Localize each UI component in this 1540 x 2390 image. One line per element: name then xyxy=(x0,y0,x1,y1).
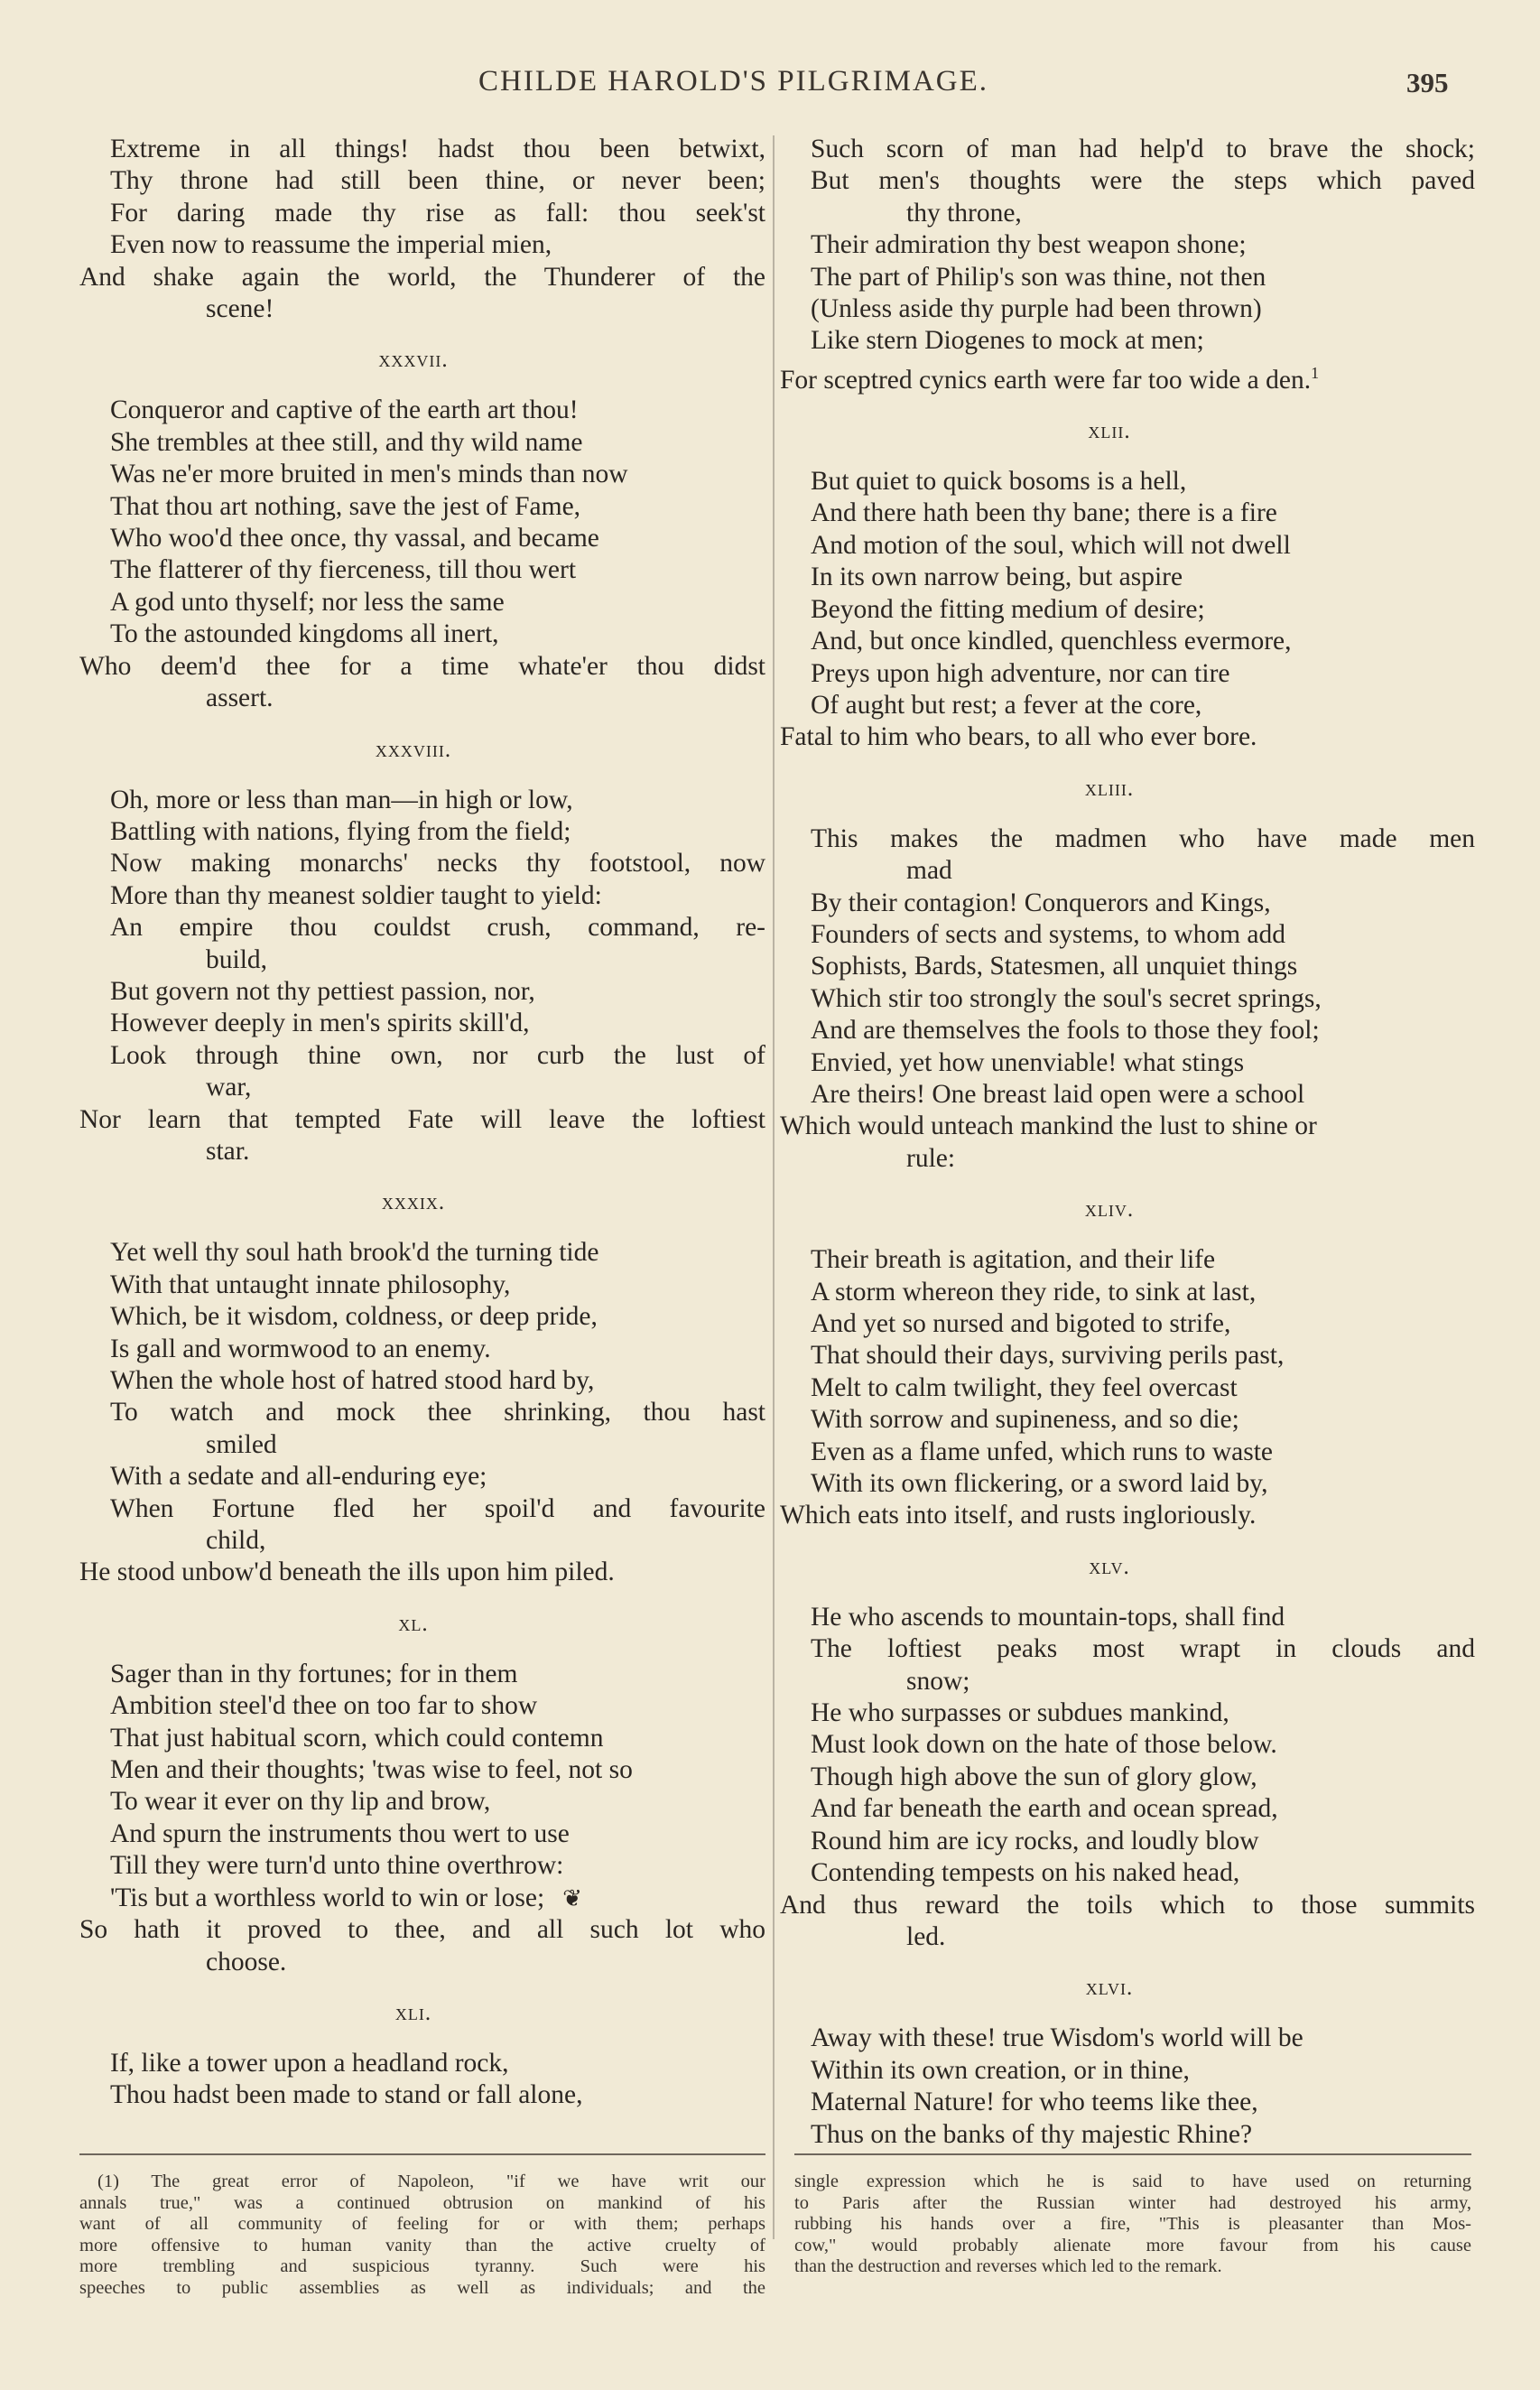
stanza-xlii xyxy=(780,466,1475,754)
footnote-right xyxy=(794,2171,1471,2278)
stanza-xxxvii xyxy=(79,395,765,714)
verse-line-continuation: mad xyxy=(906,856,952,886)
verse-line: Sager than in thy fortunes; for in them xyxy=(110,1659,518,1688)
footnote-line: (1) The great error of Napoleon, "if we have writ our xyxy=(97,2171,765,2191)
verse-line: The flatterer of thy fierceness, till thou wert xyxy=(110,555,577,585)
verse-line: That thou art nothing, save the jest of Fame, xyxy=(110,491,581,521)
verse-line: And shake again the world, the Thunderer of the xyxy=(79,262,765,292)
stanza-xliii xyxy=(780,823,1475,1175)
stanza-numeral: xxxviii. xyxy=(375,737,452,762)
verse-line: Round him are icy rocks, and loudly blow xyxy=(811,1826,1259,1855)
verse-line: Thus on the banks of thy majestic Rhine? xyxy=(811,2119,1253,2149)
verse-line: And spurn the instruments thou wert to use xyxy=(110,1818,570,1848)
verse-line: And are themselves the fools to those they fool; xyxy=(811,1016,1320,1046)
footnote-reference: 1 xyxy=(1311,363,1320,382)
verse-line: She trembles at thee still, and thy wild name xyxy=(110,427,583,457)
stanza-numeral: xl. xyxy=(398,1611,429,1636)
verse-line: And motion of the soul, which will not dwell xyxy=(811,530,1291,560)
verse-line-continuation: thy throne, xyxy=(906,198,1022,228)
verse-line: But men's thoughts were the steps which paved xyxy=(811,166,1475,196)
verse-line-continuation: scene! xyxy=(206,294,274,324)
verse-line: This makes the madmen who have made men xyxy=(811,823,1475,853)
left-column xyxy=(79,134,765,2112)
verse-line: Of aught but rest; a fever at the core, xyxy=(811,690,1202,720)
verse-line: Now making monarchs' necks thy footstool, now xyxy=(110,849,765,879)
verse-line: Thy throne had still been thine, or never been; xyxy=(110,166,765,196)
verse-line: In its own narrow being, but aspire xyxy=(811,563,1183,592)
verse-line-with-footnote xyxy=(780,358,1475,396)
verse-line: Battling with nations, flying from the field; xyxy=(110,816,571,846)
footnote-left xyxy=(79,2171,765,2299)
verse-line: Even as a flame unfed, which runs to waste xyxy=(811,1437,1273,1466)
stanza-numeral: xlv. xyxy=(1089,1554,1130,1579)
verse-line: More than thy meanest soldier taught to yield: xyxy=(110,880,602,910)
stanza-numeral: xlvi. xyxy=(1085,1976,1134,2001)
footnote-line: more trembling and suspicious tyranny. Such were his xyxy=(79,2256,765,2276)
verse-line: With a sedate and all-enduring eye; xyxy=(110,1462,487,1492)
verse-line: Though high above the sun of glory glow, xyxy=(811,1762,1257,1791)
verse-line: He stood unbow'd beneath the ills upon him piled. xyxy=(79,1558,615,1587)
verse-line: Their breath is agitation, and their life xyxy=(811,1245,1216,1275)
verse-line: Nor learn that tempted Fate will leave the loftiest xyxy=(79,1104,765,1134)
verse-line: And far beneath the earth and ocean spread, xyxy=(811,1794,1278,1824)
verse-line: Who woo'd thee once, thy vassal, and became xyxy=(110,524,599,553)
footnote-rule-left xyxy=(79,2153,765,2155)
footnote-line: than the destruction and reverses which led to the remark. xyxy=(794,2256,1222,2276)
verse-line: Sophists, Bards, Statesmen, all unquiet things xyxy=(811,952,1298,981)
verse-line: Are theirs! One breast laid open were a school xyxy=(811,1079,1305,1109)
footnote-line: want of all community of feeling for or with them; perhaps xyxy=(79,2214,765,2234)
footnote-line: cow," would probably alienate more favour from his cause xyxy=(794,2235,1471,2255)
verse-line-continuation: choose. xyxy=(206,1947,287,1976)
verse-line: He who surpasses or subdues mankind, xyxy=(811,1698,1229,1728)
verse-line: Conqueror and captive of the earth art thou! xyxy=(110,395,579,425)
verse-line: If, like a tower upon a headland rock, xyxy=(110,2048,509,2078)
verse-line: Even now to reassume the imperial mien, xyxy=(110,230,552,260)
page-number: 395 xyxy=(1406,67,1449,98)
verse-line-continuation: child, xyxy=(206,1526,266,1556)
printer-ornament-icon: ❦ xyxy=(562,1884,582,1911)
verse-line: With that untaught innate philosophy, xyxy=(110,1269,511,1299)
verse-line: Fatal to him who bears, to all who ever bore. xyxy=(780,722,1257,752)
verse-line: An empire thou couldst crush, command, re- xyxy=(110,913,765,943)
verse-line-text: For sceptred cynics earth were far too wide a den. xyxy=(780,365,1312,395)
footnote-line: rubbing his hands over a fire, "This is pleasanter than Mos- xyxy=(794,2214,1471,2234)
verse-line: When the whole host of hatred stood hard by, xyxy=(110,1366,595,1395)
verse-line-continuation: assert. xyxy=(206,684,274,713)
verse-line: So hath it proved to thee, and all such lot who xyxy=(79,1915,765,1945)
stanza-numeral: xxxix. xyxy=(381,1190,446,1215)
verse-line-continuation: smiled xyxy=(206,1429,277,1459)
stanza-xl xyxy=(79,1659,765,1978)
verse-line: A storm whereon they ride, to sink at last, xyxy=(811,1277,1257,1307)
footnote-line: to Paris after the Russian winter had destroyed his army, xyxy=(794,2192,1471,2213)
verse-line: Who deem'd thee for a time whate'er thou didst xyxy=(79,651,765,681)
verse-line: That just habitual scorn, which could contemn xyxy=(110,1723,604,1753)
verse-line: A god unto thyself; nor less the same xyxy=(110,587,505,617)
stanza-numeral: xliv. xyxy=(1084,1197,1135,1223)
verse-line: Is gall and wormwood to an enemy. xyxy=(110,1334,491,1363)
verse-line: Like stern Diogenes to mock at men; xyxy=(811,326,1204,356)
stanza-xli xyxy=(79,2048,765,2112)
footnote-line: annals true," was a continued obtrusion on mankind of his xyxy=(79,2192,765,2213)
right-column xyxy=(780,134,1475,2151)
stanza-numeral: xxxvii. xyxy=(378,348,449,373)
verse-line: Was ne'er more bruited in men's minds than now xyxy=(110,460,628,489)
verse-line: But govern not thy pettiest passion, nor, xyxy=(110,976,535,1006)
verse-line: Beyond the fitting medium of desire; xyxy=(811,594,1205,624)
verse-line: Founders of sects and systems, to whom add xyxy=(811,919,1286,949)
verse-line: Melt to calm twilight, they feel overcast xyxy=(811,1372,1238,1402)
stanza-xxxix xyxy=(79,1237,765,1588)
verse-line: That should their days, surviving perils past, xyxy=(811,1341,1285,1371)
verse-line: Their admiration thy best weapon shone; xyxy=(811,230,1247,260)
verse-line: The loftiest peaks most wrapt in clouds and xyxy=(811,1634,1475,1664)
verse-line-continuation: rule: xyxy=(906,1143,956,1173)
verse-line: Which stir too strongly the soul's secret springs, xyxy=(811,983,1322,1013)
verse-line: And yet so nursed and bigoted to strife, xyxy=(811,1309,1231,1339)
stanza-xlvi xyxy=(780,2023,1475,2151)
verse-line: Ambition steel'd thee on too far to show xyxy=(110,1691,538,1721)
footnote-line: speeches to public assemblies as well as individuals; and the xyxy=(79,2277,765,2298)
verse-line: Preys upon high adventure, nor can tire xyxy=(811,658,1230,688)
footnote-line: more offensive to human vanity than the active cruelty of xyxy=(79,2235,765,2255)
verse-line-continuation: war, xyxy=(206,1073,252,1102)
verse-line: And, but once kindled, quenchless evermore, xyxy=(811,627,1292,656)
verse-line: With its own flickering, or a sword laid by, xyxy=(811,1469,1268,1499)
verse-line: Which, be it wisdom, coldness, or deep pride, xyxy=(110,1302,598,1332)
verse-line-continuation: build, xyxy=(206,944,268,974)
verse-line: Envied, yet how unenviable! what stings xyxy=(811,1047,1245,1077)
verse-line: But quiet to quick bosoms is a hell, xyxy=(811,467,1187,497)
verse-line: Which eats into itself, and rusts ingloriously. xyxy=(780,1501,1257,1530)
verse-line: By their contagion! Conquerors and Kings, xyxy=(811,888,1271,917)
verse-line-with-mark xyxy=(79,1883,765,1914)
verse-line: And there hath been thy bane; there is a fire xyxy=(811,498,1277,528)
stanza-xlv xyxy=(780,1602,1475,1953)
verse-line: To wear it ever on thy lip and brow, xyxy=(110,1787,491,1817)
verse-line: However deeply in men's spirits skill'd, xyxy=(110,1009,530,1038)
verse-line: When Fortune fled her spoil'd and favourite xyxy=(110,1493,765,1523)
verse-line-continuation: star. xyxy=(206,1136,250,1166)
verse-line: Away with these! true Wisdom's world will be xyxy=(811,2023,1303,2053)
verse-line: The part of Philip's son was thine, not then xyxy=(811,262,1266,292)
verse-line: Oh, more or less than man—in high or low, xyxy=(110,785,573,814)
footnote-line: single expression which he is said to have used on returning xyxy=(794,2171,1471,2191)
running-title: CHILDE HAROLD'S PILGRIMAGE. xyxy=(478,65,989,98)
verse-line: To the astounded kingdoms all inert, xyxy=(110,619,499,649)
verse-line-text: 'Tis but a worthless world to win or lose; xyxy=(110,1883,545,1912)
verse-line: Must look down on the hate of those below. xyxy=(811,1730,1277,1760)
verse-line: Extreme in all things! hadst thou been betwixt, xyxy=(110,135,765,163)
verse-line: Maternal Nature! for who teems like thee, xyxy=(811,2088,1258,2117)
stanza-numeral: xli. xyxy=(394,2000,432,2025)
verse-line: Yet well thy soul hath brook'd the turning tide xyxy=(110,1238,599,1268)
column-divider xyxy=(773,135,775,2239)
verse-line: Men and their thoughts; 'twas wise to feel, not so xyxy=(110,1755,633,1785)
verse-line: Thou hadst been made to stand or fall alone, xyxy=(110,2080,583,2110)
verse-line: Till they were turn'd unto thine overthrow: xyxy=(110,1851,564,1881)
verse-line: Which would unteach mankind the lust to shine or xyxy=(780,1111,1317,1141)
verse-line-continuation: snow; xyxy=(906,1666,970,1696)
stanza-xxxviii xyxy=(79,785,765,1168)
verse-line: For daring made thy rise as fall: thou seek'st xyxy=(110,198,765,228)
verse-line: Within its own creation, or in thine, xyxy=(811,2055,1190,2085)
verse-line: (Unless aside thy purple had been thrown) xyxy=(811,294,1262,324)
stanza-numeral: xliii. xyxy=(1084,776,1135,801)
verse-line-continuation: led. xyxy=(906,1921,946,1951)
verse-line: Look through thine own, nor curb the lust of xyxy=(110,1040,765,1070)
verse-line: He who ascends to mountain-tops, shall find xyxy=(811,1602,1285,1632)
verse-line: Such scorn of man had help'd to brave the shock; xyxy=(811,135,1475,163)
footnote-rule-right xyxy=(794,2153,1471,2155)
verse-line: And thus reward the toils which to those summits xyxy=(780,1890,1475,1920)
stanza-xliv xyxy=(780,1244,1475,1532)
stanza-xli-continued xyxy=(780,134,1475,396)
stanza-numeral: xlii. xyxy=(1088,419,1131,444)
verse-line: To watch and mock thee shrinking, thou hast xyxy=(110,1398,765,1427)
verse-line: With sorrow and supineness, and so die; xyxy=(811,1405,1239,1435)
verse-line: Contending tempests on his naked head, xyxy=(811,1858,1240,1888)
running-header xyxy=(0,65,1540,110)
stanza-xxxvi-continued xyxy=(79,134,765,325)
